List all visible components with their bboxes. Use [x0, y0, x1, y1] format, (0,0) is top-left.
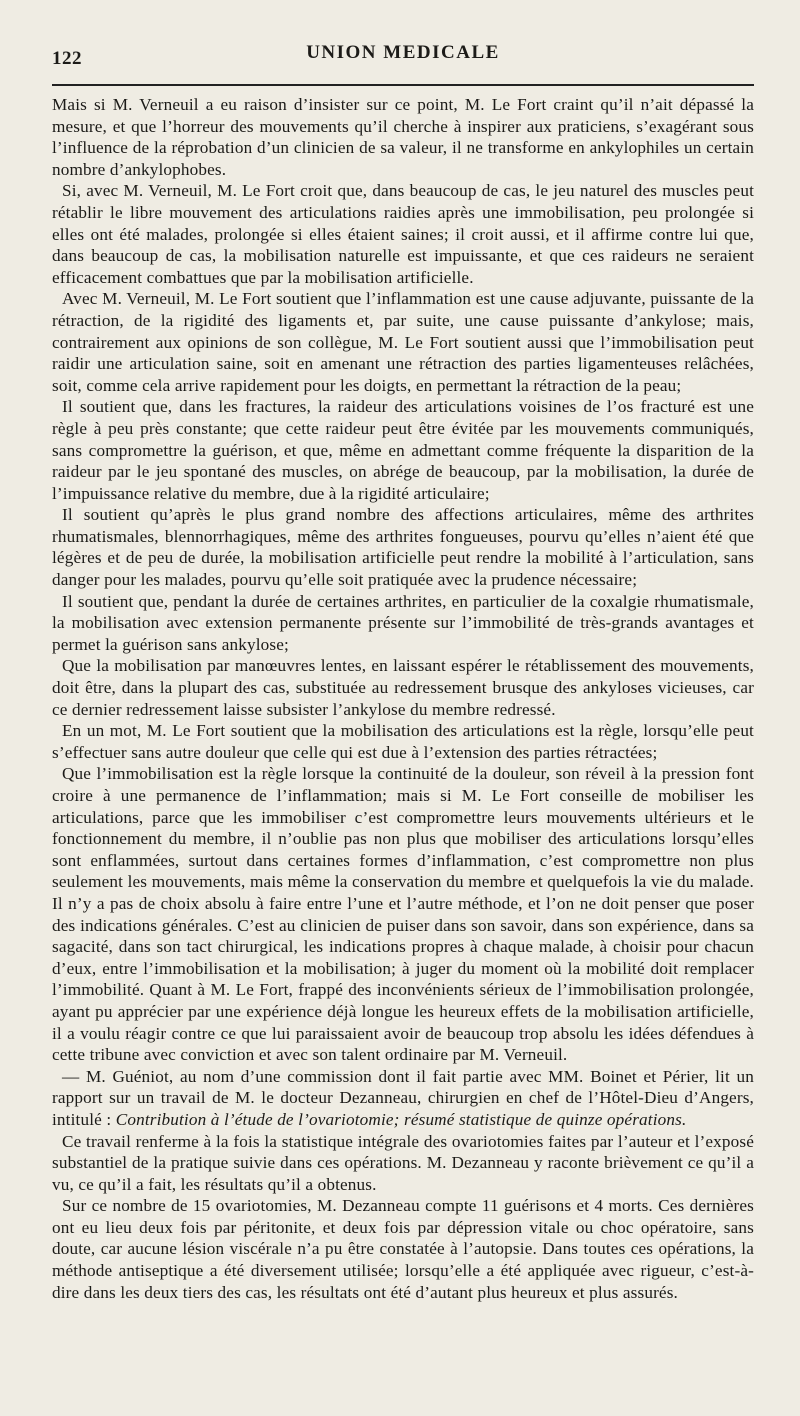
header-rule [52, 84, 754, 86]
paragraph: Il soutient que, dans les fractures, la raideur des articulations voisines de l’os fracturé est une règle à peu près constante; que cette raideur peut être évitée par les mouvements communiqués, sans compromettre la guérison, et que, même en admettant comme fréquente la disparition de la raideur par le jeu spontané des muscles, on abrége de beaucoup, par la mobilisation, la durée de l’impuissance relative du membre, due à la rigidité articulaire; [52, 397, 754, 503]
paragraph: En un mot, M. Le Fort soutient que la mobilisation des articulations est la règle, lorsqu’elle peut s’effectuer sans autre douleur que celle qui est due à l’extension des parties rétractées; [52, 721, 754, 762]
gueniot-report-paragraph [52, 1066, 754, 1131]
page-header [52, 38, 754, 68]
page-number: 122 [52, 48, 82, 69]
paragraph: Il soutient que, pendant la durée de certaines arthrites, en particulier de la coxalgie rhumatismale, la mobilisation avec extension permanente présente sur l’immobilité de très-grands avantages et permet la guérison sans ankylose; [52, 591, 754, 654]
article-body [52, 94, 754, 1303]
paragraph: Avec M. Verneuil, M. Le Fort soutient que l’inflammation est une cause adjuvante, puissante de la rétraction, de la rigidité des ligaments et, par suite, une cause puissante d’ankylose; mais, contrairement aux opinions de son collègue, M. Le Fort soutient aussi que l’immobilisation peut raidir une articulation saine, soit en amenant une rétraction des parties ligamenteuses relâchées, soit, comme cela arrive rapidement pour les doigts, en permettant la rétraction de la peau; [52, 289, 754, 395]
running-title: UNION MEDICALE [306, 42, 500, 63]
paragraph: Mais si M. Verneuil a eu raison d’insister sur ce point, M. Le Fort craint qu’il n’ait dépassé la mesure, et que l’horreur des mouvements qu’il cherche à inspirer aux praticiens, s’exagérant sous l’influence de la réprobation d’un clinicien de sa valeur, il ne transforme en ankylophiles un certain nombre d’ankylophobes. [52, 95, 754, 179]
paragraph: Il soutient qu’après le plus grand nombre des affections articulaires, même des arthrites rhumatismales, blennorrhagiques, même des arthrites fongueuses, pourvu qu’elles n’aient été que légères et de peu de durée, la mobilisation artificielle peut rendre la mobilité à l’articulation, sans danger pour les malades, pourvu qu’elle soit pratiquée avec la prudence nécessaire; [52, 505, 754, 590]
paragraph: Que l’immobilisation est la règle lorsque la continuité de la douleur, son réveil à la pression font croire à une permanence de l’inflammation; mais si M. Le Fort conseille de mobiliser les articulations, parce que les immobiliser c’est compromettre leurs mouvements ultérieurs et le fonctionnement du membre, il n’oublie pas non plus que mobiliser des articulations lorsqu’elles sont enflammées, surtout dans certaines formes d’inflammation, c’est compromettre non plus seulement les mouvements, mais même la conservation du membre et quelquefois la vie du malade. Il n’y a pas de choix absolu à faire entre l’une et l’autre méthode, et l’on ne doit penser que poser des indications générales. C’est au clinicien de puiser dans son savoir, dans son expérience, dans sa sagacité, dans son tact chirurgical, les indications propres à chaque malade, à choisir pour chacun d’eux, entre l’immobilisation et la mobilisation; à juger du moment où la mobilité doit remplacer l’immobilité. Quant à M. Le Fort, frappé des inconvénients sérieux de l’immobilisation prolongée, ayant pu apprécier par une expérience déjà longue les heureux effets de la mobilisation artificielle, il a voulu réagir contre ce que lui paraissaient avoir de beaucoup trop absolu les idées défendues à cette tribune avec conviction et avec son talent ordinaire par M. Verneuil. [52, 764, 754, 1065]
paragraph: Ce travail renferme à la fois la statistique intégrale des ovariotomies faites par l’auteur et l’exposé substantiel de la pratique suivie dans ces opérations. M. Dezanneau y raconte brièvement ce qu’il a vu, ce qu’il a fait, les résultats qu’il a obtenus. [52, 1131, 754, 1194]
paragraph: Si, avec M. Verneuil, M. Le Fort croit que, dans beaucoup de cas, le jeu naturel des muscles peut rétablir le libre mouvement des articulations raidies après une immobilisation, peu prolongée si elles ont été malades, prolongée si elles étaient saines; il croit aussi, et il affirme contre lui que, dans beaucoup de cas, la mobilisation naturelle est impuissante, et que ces raideurs ne seraient efficacement combattues que par la mobilisation artificielle. [52, 181, 754, 287]
gueniot-report-text: — M. Guéniot, au nom d’une commission dont il fait partie avec MM. Boinet et Périer, lit un rapport sur un travail de M. le docteur Dezanneau, chirurgien en chef de l’Hôtel-Dieu d’Angers, intitulé : [52, 1066, 754, 1129]
paragraph: Sur ce nombre de 15 ovariotomies, M. Dezanneau compte 11 guérisons et 4 morts. Ces dernières ont eu lieu deux fois par péritonite, et deux fois par dépression vitale ou choc opératoire, sans doute, car aucune lésion viscérale n’a pu être constatée à l’autopsie. Dans toutes ces opérations, la méthode antiseptique a été diversement utilisée; lorsqu’elle a été appliquée avec rigueur, c’est-à-dire dans les deux tiers des cas, les résultats ont été d’autant plus heureux et plus assurés. [52, 1196, 754, 1302]
paragraph: Que la mobilisation par manœuvres lentes, en laissant espérer le rétablissement des mouvements, doit être, dans la plupart des cas, substituée au redressement brusque des ankyloses vicieuses, car ce dernier redressement laisse subsister l’ankylose du membre redressé. [52, 656, 754, 719]
report-title: Contribution à l’étude de l’ovariotomie; résumé statistique de quinze opérations. [115, 1109, 687, 1129]
